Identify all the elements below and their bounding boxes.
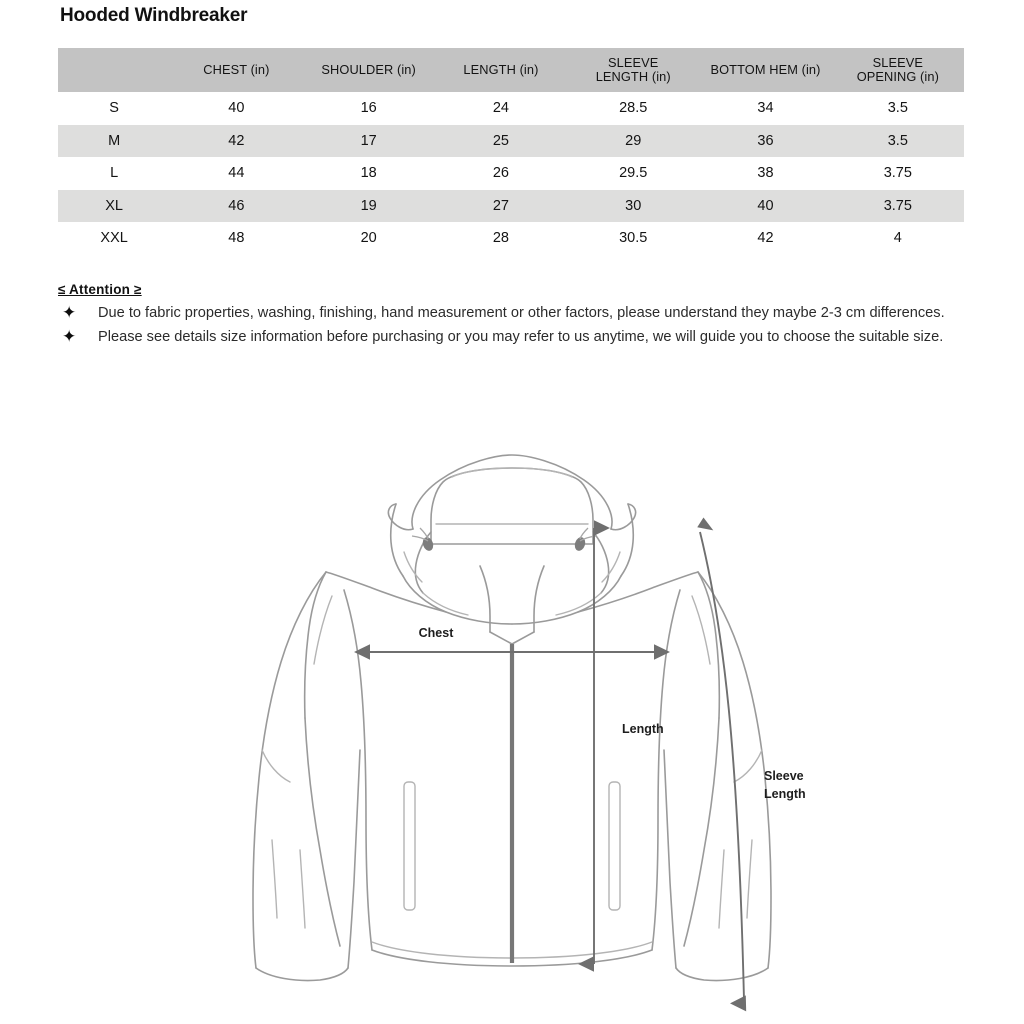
column-header-bottom-hem-l1: BOTTOM HEM (in) [710,61,821,77]
table-header-row [58,48,964,92]
page-title: Hooded Windbreaker [60,5,248,26]
table-body [58,92,964,255]
column-header-bottom-hem [699,48,831,92]
table-row [58,92,964,125]
length-measurement [594,528,664,964]
table-row [58,222,964,255]
cell-bottom-hem: 34 [757,100,774,117]
cell-bottom-hem: 40 [699,190,831,223]
cell-sleeve-length: 30 [567,190,699,223]
cell-shoulder: 17 [303,125,435,158]
length-label: Length [622,722,664,736]
column-header-length-l1: LENGTH (in) [463,61,539,77]
sleeve-left [253,572,360,981]
attention-note-text: Please see details size information before purchasing or you may refer to us anytime, we will guide you to choose the suitable size. [98,329,944,346]
sleeve-right [664,572,771,981]
cell-length: 25 [435,125,567,158]
table-row [58,125,964,158]
cell-length: 26 [492,165,509,182]
cell-bottom-hem: 38 [757,165,774,182]
column-header-length [435,48,567,92]
cell-sleeve-length: 28.5 [619,100,648,117]
cell-sleeve-opening: 3.75 [883,165,912,182]
pocket-right [609,782,620,910]
star-icon: ✦ [62,327,77,347]
cell-sleeve-length: 29 [567,125,699,158]
column-header-size [58,48,170,92]
attention-heading: ≤ Attention ≥ [58,282,142,297]
hood-group [388,455,635,644]
sleeve-length-label-line1: Sleeve [764,769,804,783]
cell-sleeve-opening: 3.5 [832,125,964,158]
cell-chest: 42 [170,125,302,158]
cell-shoulder: 20 [360,230,377,247]
cell-size: M [58,125,170,158]
cell-chest: 40 [228,100,245,117]
table-row [58,190,964,223]
chest-label: Chest [418,626,454,640]
cell-chest: 46 [170,190,302,223]
cell-sleeve-opening: 3.75 [832,190,964,223]
cell-chest: 48 [228,230,245,247]
sleeve-length-label-line2: Length [764,787,806,801]
attention-section [58,282,998,351]
cell-size: L [110,165,119,182]
column-header-shoulder-l1: SHOULDER (in) [321,61,416,77]
cell-bottom-hem: 36 [699,125,831,158]
column-header-sleeve-opening [832,48,964,92]
column-header-sleeve-opening-l2: OPENING (in) [856,69,939,84]
cell-size: S [109,100,119,117]
table-header [58,48,964,92]
column-header-chest [170,48,302,92]
cell-shoulder: 18 [360,165,377,182]
table-row [58,157,964,190]
cell-length: 24 [492,100,509,117]
sleeve-length-arrow [700,532,744,1000]
cell-sleeve-length: 29.5 [619,165,648,182]
column-header-chest-l1: CHEST (in) [203,61,270,77]
column-header-sleeve-opening-l1: SLEEVE [872,54,924,70]
cell-sleeve-length: 30.5 [619,230,648,247]
star-icon: ✦ [62,303,77,322]
cell-sleeve-opening: 4 [893,230,902,247]
column-header-sleeve-length [567,48,699,92]
attention-note-text: Due to fabric properties, washing, finishing, hand measurement or other factors, please understand they maybe 2-3 cm differences. [98,305,945,321]
cell-length: 28 [492,230,509,247]
cell-length: 27 [435,190,567,223]
list-item [58,326,998,348]
measurement-diagram [0,420,1024,1024]
column-header-sleeve-length-l2: LENGTH (in) [595,69,671,84]
pocket-left [404,782,415,910]
column-header-shoulder [303,48,435,92]
cell-shoulder: 16 [360,100,377,117]
cell-bottom-hem: 42 [757,230,774,247]
cell-size: XL [58,190,170,223]
size-chart-table [58,48,964,255]
cell-sleeve-opening: 3.5 [887,100,908,117]
list-item [58,302,998,324]
column-header-sleeve-length-l1: SLEEVE [608,54,659,70]
cell-chest: 44 [228,165,245,182]
cell-shoulder: 19 [303,190,435,223]
jacket-illustration [0,420,1024,1024]
cell-size: XXL [100,230,128,247]
